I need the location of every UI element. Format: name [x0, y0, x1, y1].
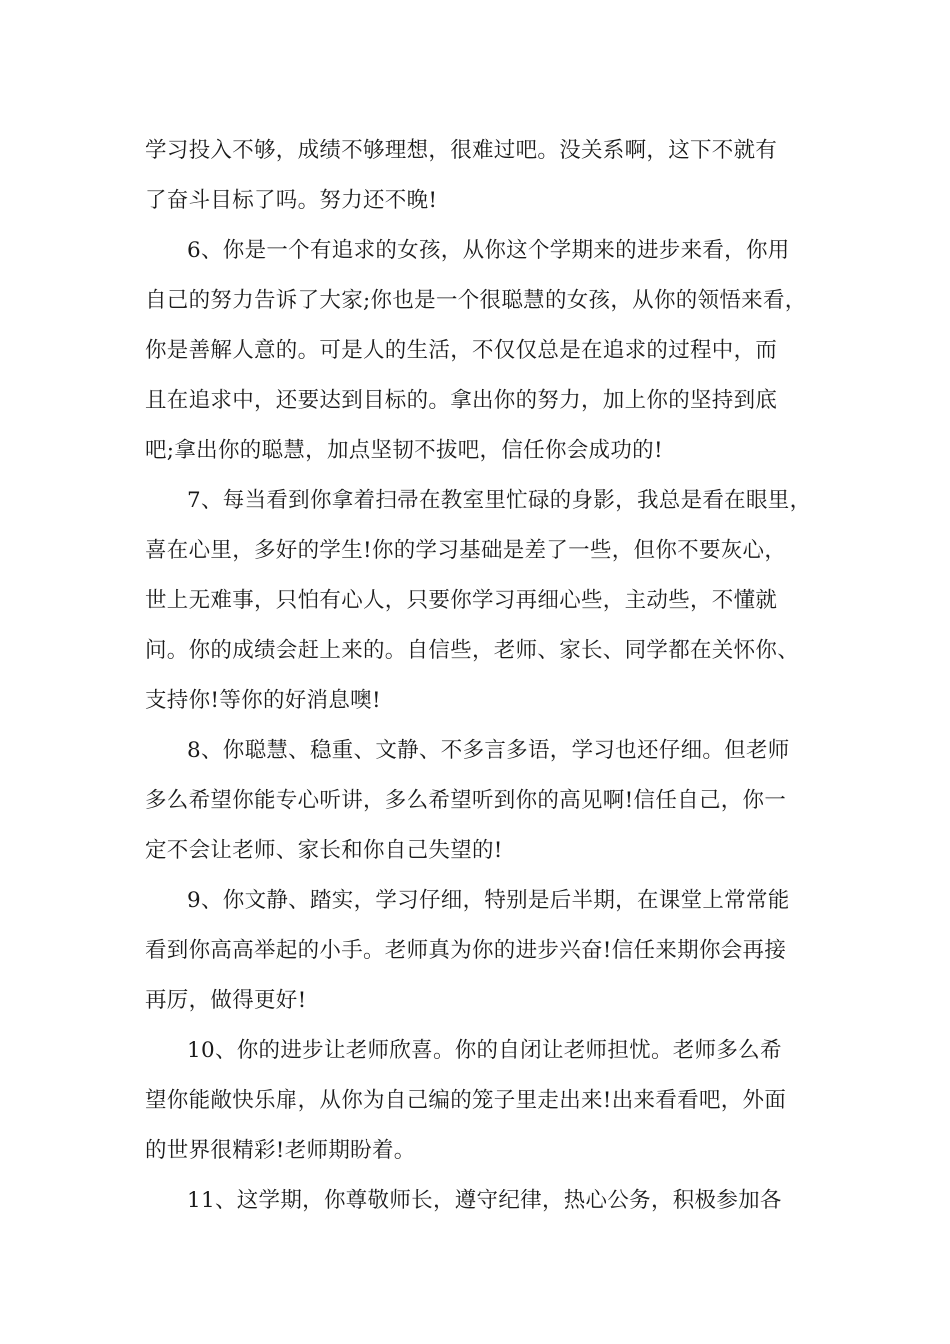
text-line: 吧;拿出你的聪慧，加点坚韧不拔吧，信任你会成功的!: [145, 438, 663, 463]
text-line: 学习投入不够，成绩不够理想，很难过吧。没关系啊，这下不就有: [145, 138, 778, 163]
paragraph-start-line: 6、你是一个有追求的女孩，从你这个学期来的进步来看，你用: [187, 238, 790, 263]
text-line: 问。你的成绩会赶上来的。自信些，老师、家长、同学都在关怀你、: [145, 638, 800, 663]
paragraph-start-line: 9、你文静、踏实，学习仔细，特别是后半期，在课堂上常常能: [187, 888, 790, 913]
paragraph-start-line: 10、你的进步让老师欣喜。你的自闭让老师担忧。老师多么希: [187, 1038, 782, 1063]
text-line: 的世界很精彩!老师期盼着。: [145, 1138, 416, 1163]
text-line: 多么希望你能专心听讲，多么希望听到你的高见啊!信任自己，你一: [145, 788, 787, 813]
text-line: 喜在心里，多好的学生!你的学习基础是差了一些，但你不要灰心，: [145, 538, 787, 563]
text-line: 再厉，做得更好!: [145, 988, 307, 1013]
text-line: 且在追求中，还要达到目标的。拿出你的努力，加上你的坚持到底: [145, 388, 778, 413]
paragraph-start-line: 7、每当看到你拿着扫帚在教室里忙碌的身影，我总是看在眼里，: [187, 488, 812, 513]
text-line: 自己的努力告诉了大家;你也是一个很聪慧的女孩，从你的领悟来看，: [145, 288, 807, 313]
text-line: 了奋斗目标了吗。努力还不晚!: [145, 188, 438, 213]
text-line: 定不会让老师、家长和你自己失望的!: [145, 838, 503, 863]
text-line: 世上无难事，只怕有心人，只要你学习再细心些，主动些，不懂就: [145, 588, 778, 613]
paragraph-start-line: 8、你聪慧、稳重、文静、不多言多语，学习也还仔细。但老师: [187, 738, 790, 763]
text-line: 看到你高高举起的小手。老师真为你的进步兴奋!信任来期你会再接: [145, 938, 787, 963]
text-line: 望你能敞快乐扉，从你为自己编的笼子里走出来!出来看看吧，外面: [145, 1088, 787, 1113]
paragraph-start-line: 11、这学期，你尊敬师长，遵守纪律，热心公务，积极参加各: [187, 1188, 782, 1213]
text-line: 支持你!等你的好消息噢!: [145, 688, 381, 713]
text-line: 你是善解人意的。可是人的生活，不仅仅总是在追求的过程中，而: [145, 338, 778, 363]
